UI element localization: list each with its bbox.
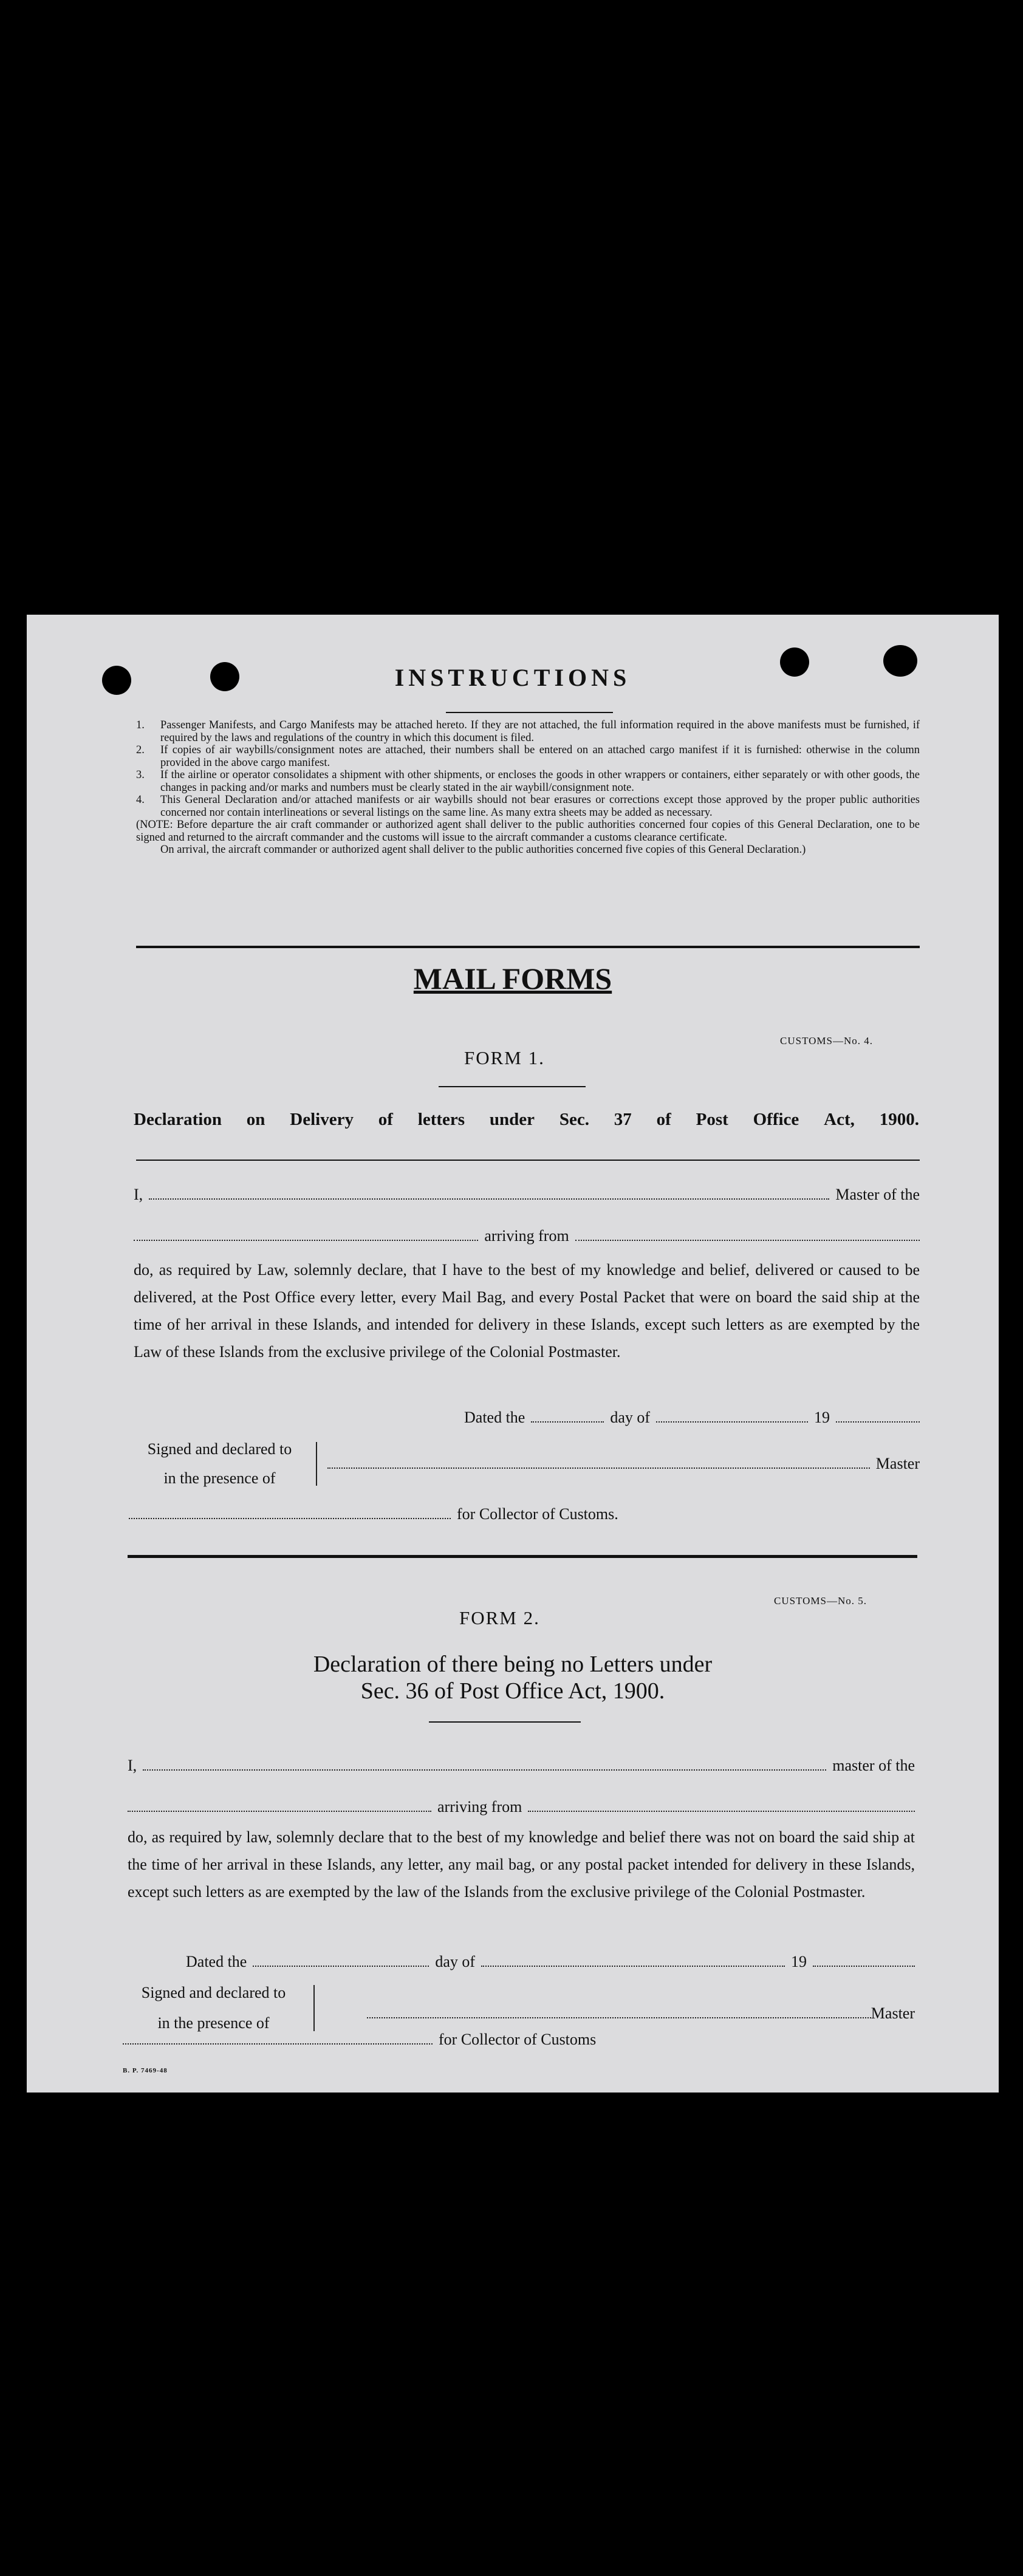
heading-word: under: [489, 1110, 535, 1129]
heading-word: Act,: [824, 1110, 855, 1129]
instruction-number: 1.: [136, 719, 145, 731]
form2-body: do, as required by law, solemnly declare that to the best of my knowledge and belief there was not on board the said ship at the time of her arrival in these Islands, any letter, any mail bag, or any postal packet intended for delivery in these Islands, except such letters as are exempted by the law of the Islands from the exclusive privilege of the Colonial Postmaster.: [128, 1828, 915, 1901]
date-year-field[interactable]: [836, 1421, 920, 1423]
master-signature-field[interactable]: [327, 1467, 870, 1469]
heading-word: Office: [753, 1110, 799, 1129]
instruction-number: 3.: [136, 769, 145, 781]
instruction-text: Passenger Manifests, and Cargo Manifests may be attached hereto. If they are not attached, the full information required in the above manifests must be furnished, if required by the laws and regulations of the country in which this document is filed.: [160, 719, 920, 744]
heading-word: 37: [614, 1110, 632, 1129]
instruction-item: [136, 744, 920, 769]
form1-arriving-line: [134, 1227, 920, 1245]
form1-dated-line: [464, 1409, 920, 1427]
master-name-field[interactable]: [149, 1198, 829, 1200]
instruction-item: [136, 794, 920, 819]
heading-word: Declaration: [134, 1110, 222, 1129]
instruction-note: (NOTE: Before departure the air craft commander or authorized agent shall deliver to the public authorities concerned four copies of this General Declaration, one to be signed and returned to the aircraft commander and the customs will issue to the aircraft commander a customs clearance certificate.: [136, 819, 920, 844]
line-label: Dated the: [186, 1953, 247, 1970]
signed-line-2: in the presence of: [163, 1469, 276, 1487]
heading-line-1: Declaration of there being no Letters under: [313, 1652, 713, 1677]
heading-line-2: Sec. 36 of Post Office Act, 1900.: [360, 1678, 665, 1704]
heading-word: letters: [417, 1110, 465, 1129]
document-page: [27, 615, 999, 2093]
mail-forms-title: MAIL FORMS: [413, 962, 612, 996]
arriving-from-field[interactable]: [528, 1811, 915, 1812]
line-label: Master: [871, 2004, 915, 2022]
date-month-field[interactable]: [656, 1421, 808, 1423]
arriving-from-field[interactable]: [575, 1240, 920, 1241]
date-month-field[interactable]: [481, 1966, 785, 1967]
heading-word: of: [656, 1110, 671, 1129]
form2-declaration-heading: [27, 1651, 999, 1704]
instruction-text: If the airline or operator consolidates a shipment with other shipments, or encloses the goods in other wrappers or containers, either separately or with other goods, the changes in packing and/or marks and numbers must be clearly stated in the air waybill/consignment note.: [160, 769, 920, 794]
form1-signed-label: [130, 1435, 309, 1493]
line-label: 19: [791, 1953, 807, 1970]
heading-word: Sec.: [559, 1110, 589, 1129]
instruction-number: 2.: [136, 744, 145, 756]
form1-collector-line: [129, 1505, 676, 1523]
collector-signature-field[interactable]: [129, 1518, 451, 1519]
form2-arriving-line: [128, 1798, 915, 1816]
form1-declaration-heading: [134, 1110, 919, 1130]
heading-word: Post: [696, 1110, 728, 1129]
heading-word: Delivery: [290, 1110, 354, 1129]
signed-line-2: in the presence of: [157, 2014, 270, 2032]
line-label: arriving from: [437, 1798, 522, 1816]
form-divider: [128, 1555, 917, 1558]
form2-master-sign-line: [367, 2004, 915, 2023]
line-label: for Collector of Customs.: [457, 1505, 618, 1523]
form2-title: FORM 2.: [459, 1607, 540, 1628]
instructions-title: INSTRUCTIONS: [394, 664, 631, 691]
line-label: for Collector of Customs: [439, 2031, 597, 2048]
title-underline: [446, 712, 613, 713]
ship-name-field[interactable]: [134, 1240, 478, 1241]
customs-number: CUSTOMS—No. 4.: [780, 1035, 874, 1047]
master-signature-field[interactable]: [367, 2017, 871, 2018]
form2-dated-line: [186, 1953, 915, 1971]
brace: [313, 1985, 323, 2031]
line-label: master of the: [832, 1757, 915, 1774]
instructions-list: [136, 719, 920, 856]
heading-word: 1900.: [879, 1110, 919, 1129]
section-divider: [136, 946, 920, 948]
form2-heading-underline: [429, 1721, 581, 1723]
form2-signed-label: [124, 1978, 303, 2038]
line-label: 19: [814, 1409, 830, 1426]
instruction-text: If copies of air waybills/consignment notes are attached, their numbers shall be entered on an attached cargo manifest if it is furnished: otherwise in the column provided in the above cargo manifest.: [160, 744, 920, 769]
form-print-code: B. P. 7469-48: [123, 2067, 168, 2074]
master-name-field[interactable]: [143, 1769, 826, 1771]
line-label: Master: [875, 1455, 920, 1472]
customs-number: CUSTOMS—No. 5.: [774, 1595, 867, 1607]
date-year-field[interactable]: [813, 1966, 915, 1967]
line-label: day of: [435, 1953, 476, 1970]
line-label: Dated the: [464, 1409, 525, 1426]
heading-word: on: [246, 1110, 265, 1129]
form2-master-line: [128, 1757, 915, 1775]
date-day-field[interactable]: [531, 1421, 604, 1423]
signed-line-1: Signed and declared to: [147, 1440, 292, 1458]
line-label: arriving from: [484, 1227, 569, 1245]
collector-signature-field[interactable]: [123, 2043, 433, 2045]
form1-master-sign-line: [327, 1455, 920, 1473]
line-label: I,: [128, 1757, 137, 1774]
form1-body: do, as required by Law, solemnly declare, that I have to the best of my knowledge and belief, delivered or caused to be delivered, at the Post Office every letter, every Mail Bag, and every Postal Packet that were on board the said ship at the time of her arrival in these Islands, and intended for delivery in these Islands, except such letters as are exempted by the Law of these Islands from the exclusive privilege of the Colonial Postmaster.: [134, 1261, 920, 1361]
date-day-field[interactable]: [253, 1966, 429, 1967]
form1-title: FORM 1.: [464, 1047, 545, 1068]
instruction-item: [136, 719, 920, 744]
form1-heading-rule: [136, 1160, 920, 1161]
form1-master-line: [134, 1186, 920, 1204]
line-label: I,: [134, 1186, 143, 1203]
instruction-number: 4.: [136, 794, 145, 806]
heading-word: of: [378, 1110, 393, 1129]
line-label: day of: [610, 1409, 651, 1426]
ship-name-field[interactable]: [128, 1811, 431, 1812]
line-label: Master of the: [835, 1186, 920, 1203]
instruction-item: [136, 769, 920, 794]
instruction-text: This General Declaration and/or attached manifests or air waybills should not bear erasures or corrections except those approved by the proper public authorities concerned nor contain interlineations or several listings on the same line. As many extra sheets may be added as necessary.: [160, 794, 920, 819]
form2-collector-line: [123, 2031, 669, 2049]
instruction-note-arrival: On arrival, the aircraft commander or authorized agent shall deliver to the public authorities concerned five copies of this General Declaration.): [160, 844, 806, 856]
brace: [316, 1442, 326, 1486]
form1-title-underline: [439, 1086, 586, 1087]
signed-line-1: Signed and declared to: [141, 1984, 286, 2001]
